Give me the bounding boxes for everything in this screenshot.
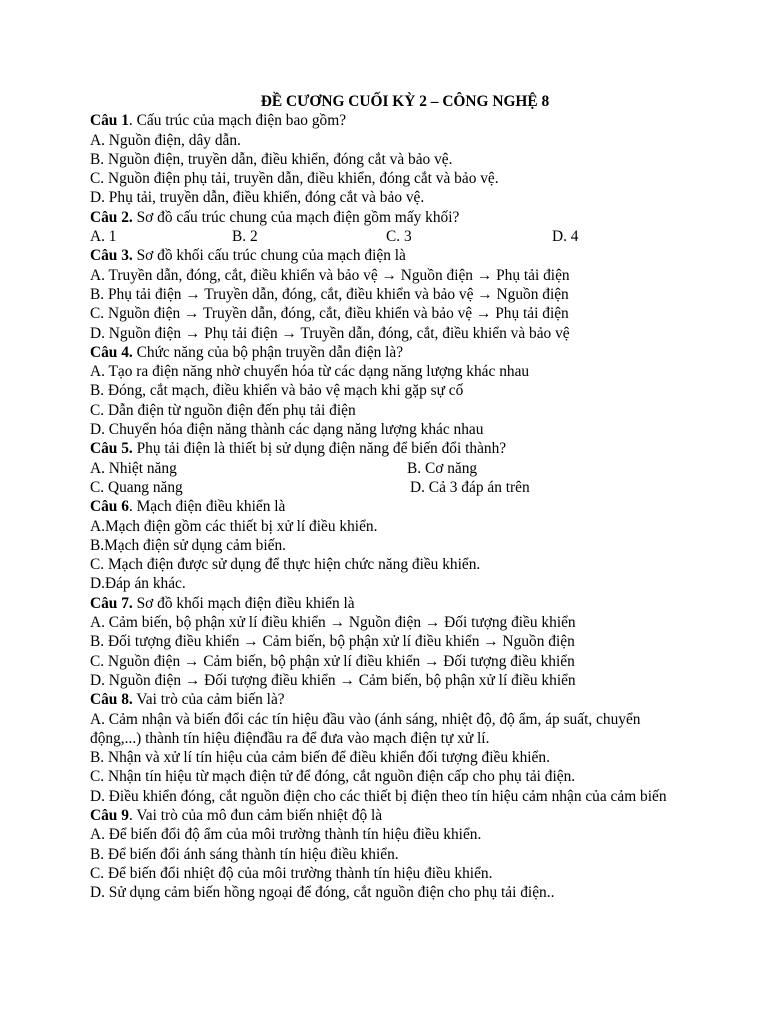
question-7 [90, 594, 690, 613]
question-label: Câu 4. [90, 343, 133, 361]
question-8-option-b: B. Nhận và xử lí tín hiệu của cảm biến để điều khiển đối tượng điều khiển. [90, 749, 550, 767]
question-label: Câu 8. [90, 691, 133, 709]
question-8-option-d: D. Điều khiển đóng, cắt nguồn điện cho các thiết bị điện theo tín hiệu cảm nhận của cảm biến [90, 787, 667, 805]
question-7-option-b: B. Đối tượng điều khiển → Cảm biến, bộ phận xử lí điều khiển → Nguồn điện [90, 633, 575, 651]
question-1-option-b: B. Nguồn điện, truyền dẫn, điều khiển, đóng cắt và bảo vệ. [90, 150, 453, 168]
question-4-option-c: C. Dẫn điện từ nguồn điện đến phụ tải điện [90, 401, 356, 419]
question-2-option-d: D. 4 [552, 228, 579, 246]
question-7-option-c: C. Nguồn điện → Cảm biến, bộ phận xử lí điều khiển → Đối tượng điều khiển [90, 652, 575, 670]
question-5-options-row-2 [90, 478, 690, 497]
question-label: Câu 1 [90, 112, 129, 130]
document-content [90, 92, 690, 902]
question-2-option-c: C. 3 [386, 228, 412, 246]
question-text: Sơ đồ cấu trúc chung của mạch điện gồm mấy khối? [132, 208, 460, 226]
question-1-option-a: A. Nguồn điện, dây dẫn. [90, 131, 241, 149]
question-label: Câu 3. [90, 247, 133, 265]
question-text: Phụ tải điện là thiết bị sử dụng điện năng để biến đổi thành? [132, 440, 507, 458]
question-3-option-d: D. Nguồn điện → Phụ tải điện → Truyền dẫn, đóng, cắt, điều khiển và bảo vệ [90, 324, 570, 342]
question-4-option-a: A. Tạo ra điện năng nhờ chuyển hóa từ các dạng năng lượng khác nhau [90, 363, 530, 381]
question-6-option-d: D.Đáp án khác. [90, 575, 186, 593]
question-8 [90, 690, 690, 709]
question-5-option-d: D. Cả 3 đáp án trên [410, 478, 530, 496]
question-3-option-b: B. Phụ tải điện → Truyền dẫn, đóng, cắt, điều khiển và bảo vệ → Nguồn điện [90, 285, 569, 303]
question-6-option-b: B.Mạch điện sử dụng cảm biến. [90, 536, 286, 554]
question-7-option-d: D. Nguồn điện → Đối tượng điều khiển → Cảm biến, bộ phận xử lí điều khiển [90, 671, 576, 689]
question-3 [90, 246, 690, 265]
question-9 [90, 806, 690, 825]
question-6 [90, 497, 690, 516]
question-5 [90, 439, 690, 458]
question-6-option-a: A.Mạch điện gồm các thiết bị xử lí điều khiển. [90, 517, 378, 535]
question-3-option-a: A. Truyền dẫn, đóng, cắt, điều khiển và bảo vệ → Nguồn điện → Phụ tải điện [90, 266, 570, 284]
question-text: . Mạch điện điều khiển là [128, 498, 286, 516]
question-text: Chức năng của bộ phận truyền dẫn điện là? [132, 343, 404, 361]
question-text: . Vai trò của mô đun cảm biến nhiệt độ là [128, 806, 383, 824]
question-text: Sơ đồ khối mạch điện điều khiển là [132, 594, 355, 612]
question-6-option-c: C. Mạch điện được sử dụng để thực hiện chức năng điều khiển. [90, 556, 481, 574]
question-2-options [90, 227, 690, 246]
question-8-option-a: A. Cảm nhận và biến đổi các tín hiệu đầu vào (ánh sáng, nhiệt độ, độ ẩm, áp suất, chuyển động,...) thành tín hiệu điệnđầu ra để đưa vào mạch điện tự xử lí. [90, 710, 641, 747]
question-5-options-row-1 [90, 459, 690, 478]
question-5-option-b: B. Cơ năng [407, 459, 478, 477]
question-text: Sơ đồ khối cấu trúc chung của mạch điện là [132, 247, 406, 265]
question-4-option-b: B. Đóng, cắt mạch, điều khiển và bảo vệ mạch khi gặp sự cố [90, 382, 464, 400]
question-8-option-c: C. Nhận tín hiệu từ mạch điện tử để đóng, cắt nguồn điện cấp cho phụ tải điện. [90, 768, 576, 786]
question-2 [90, 208, 690, 227]
question-3-option-c: C. Nguồn điện → Truyền dẫn, đóng, cắt, điều khiển và bảo vệ → Phụ tải điện [90, 305, 569, 323]
question-label: Câu 2. [90, 208, 133, 226]
question-9-option-c: C. Để biến đổi nhiệt độ của môi trường thành tín hiệu điều khiển. [90, 864, 493, 882]
question-label: Câu 5. [90, 440, 133, 458]
question-text: . Cấu trúc của mạch điện bao gồm? [128, 112, 347, 130]
question-1-option-d: D. Phụ tải, truyền dẫn, điều khiển, đóng cắt và bảo vệ. [90, 189, 425, 207]
question-1 [90, 111, 690, 130]
question-label: Câu 7. [90, 594, 133, 612]
question-4-option-d: D. Chuyển hóa điện năng thành các dạng năng lượng khác nhau [90, 421, 484, 439]
question-9-option-a: A. Để biến đổi độ ẩm của môi trường thành tín hiệu điều khiển. [90, 826, 482, 844]
question-4 [90, 343, 690, 362]
question-2-option-b: B. 2 [232, 228, 258, 246]
document-title: ĐỀ CƯƠNG CUỐI KỲ 2 – CÔNG NGHỆ 8 [260, 93, 550, 110]
question-9-option-d: D. Sử dụng cảm biến hồng ngoại để đóng, cắt nguồn điện cho phụ tải điện.. [90, 884, 555, 902]
question-1-option-c: C. Nguồn điện phụ tải, truyền dẫn, điều khiển, đóng cắt và bảo vệ. [90, 170, 499, 188]
question-7-option-a: A. Cảm biến, bộ phận xử lí điều khiển → Nguồn điện → Đối tượng điều khiển [90, 614, 576, 632]
question-5-option-a: A. Nhiệt năng [90, 459, 177, 477]
question-label: Câu 6 [90, 498, 129, 516]
question-2-option-a: A. 1 [90, 228, 117, 246]
question-9-option-b: B. Để biến đổi ánh sáng thành tín hiệu điều khiển. [90, 845, 399, 863]
question-label: Câu 9 [90, 806, 129, 824]
question-5-option-c: C. Quang năng [90, 478, 183, 496]
question-text: Vai trò của cảm biến là? [132, 691, 285, 709]
